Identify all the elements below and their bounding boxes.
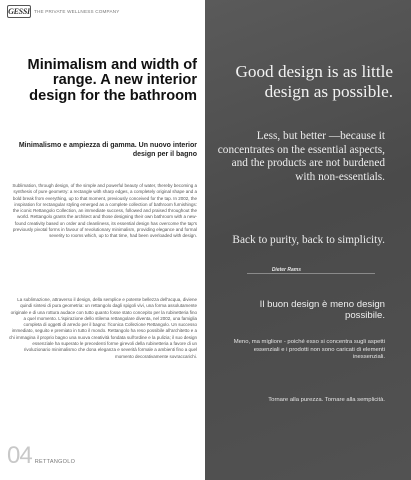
- quote-headline-en: Good design is as little design as possible.: [235, 62, 393, 101]
- author-divider: [247, 273, 375, 274]
- brand-logo: GESSI: [8, 6, 30, 16]
- body-text-it: La sublimazione, attraverso il design, della semplice e potente bellezza dell'acqua, diviene quindi sintesi di pura geometria: un rettangolo dagli spigoli vivi, una forma assolutamente originale e di una rottura audace con tutto quanto fosse stato concepito per la rubinetteria fino a quel momento. L'ispirazione dello stilema rettangolare diventa, nel 2002, una famiglia completa di oggetti di arredo per il bagno: l'iconica Collezione Rettangolo. Un successo immediato, seguito e premiato in tutto il mondo. Rettangolo ha reso possibile all'architetto e a chi immagina il proprio bagno una nuova creatività fondata sull'ordine e la pulizia; il suo design essenziale ha superato le precedenti forme girevoli della rubinetteria a favore di un rivoluzionario minimalismo che dona eleganza e severità formale a ambienti fino a quel momento decorativamente sovraccarichi.: [9, 297, 197, 359]
- quote-closing-it: Tornare alla purezza. Tornare alla semplicità.: [268, 397, 385, 403]
- page-subtitle: Minimalismo e ampiezza di gamma. Un nuovo interior design per il bagno: [18, 142, 197, 159]
- quote-author: Dieter Rams: [271, 267, 301, 273]
- page-title: Minimalism and width of range. A new interior design for the bathroom: [27, 57, 197, 104]
- left-column: [0, 0, 205, 480]
- quote-headline-it: Il buon design è meno design possibile.: [259, 299, 385, 322]
- body-text-en: Sublimation, through design, of the simple and powerful beauty of water, thereby becoming a synthesis of pure geometry: a rectangle with sharp edges, a completely original shape and a bold break from everything, up to that moment, previously conceived for the tap. In 2002, the inspiration for rectangular styling emerged as a complete collection of bathroom furnishings: the iconic Rettangolo Collection, an immediate success, followed and praised throughout the world. Rettangolo grants the architect and those designing their own bathroom with a new-found creativity based on order and cleanliness, its essential design has overcome the tap's previously pivotal forms in favour of revolutionary minimalism, providing elegance and formal severity to rooms which, up to that time, had been overloaded with design.: [12, 183, 197, 239]
- footer: [7, 442, 75, 470]
- section-label: RETTANGOLO: [34, 459, 76, 465]
- page-number: 04: [7, 442, 32, 469]
- quote-body-en: Less, but better —because it concentrates on the essential aspects, and the products are not burdened with non-essentials.: [217, 130, 385, 184]
- brand-tagline: THE PRIVATE WELLNESS COMPANY: [34, 8, 120, 14]
- quote-body-it: Meno, ma migliore - poiché esso si concentra sugli aspetti essenziali e i prodotti non sono caricati di elementi inessenziali.: [233, 339, 385, 361]
- quote-closing-en: Back to purity, back to simplicity.: [232, 234, 385, 246]
- header: [7, 5, 120, 17]
